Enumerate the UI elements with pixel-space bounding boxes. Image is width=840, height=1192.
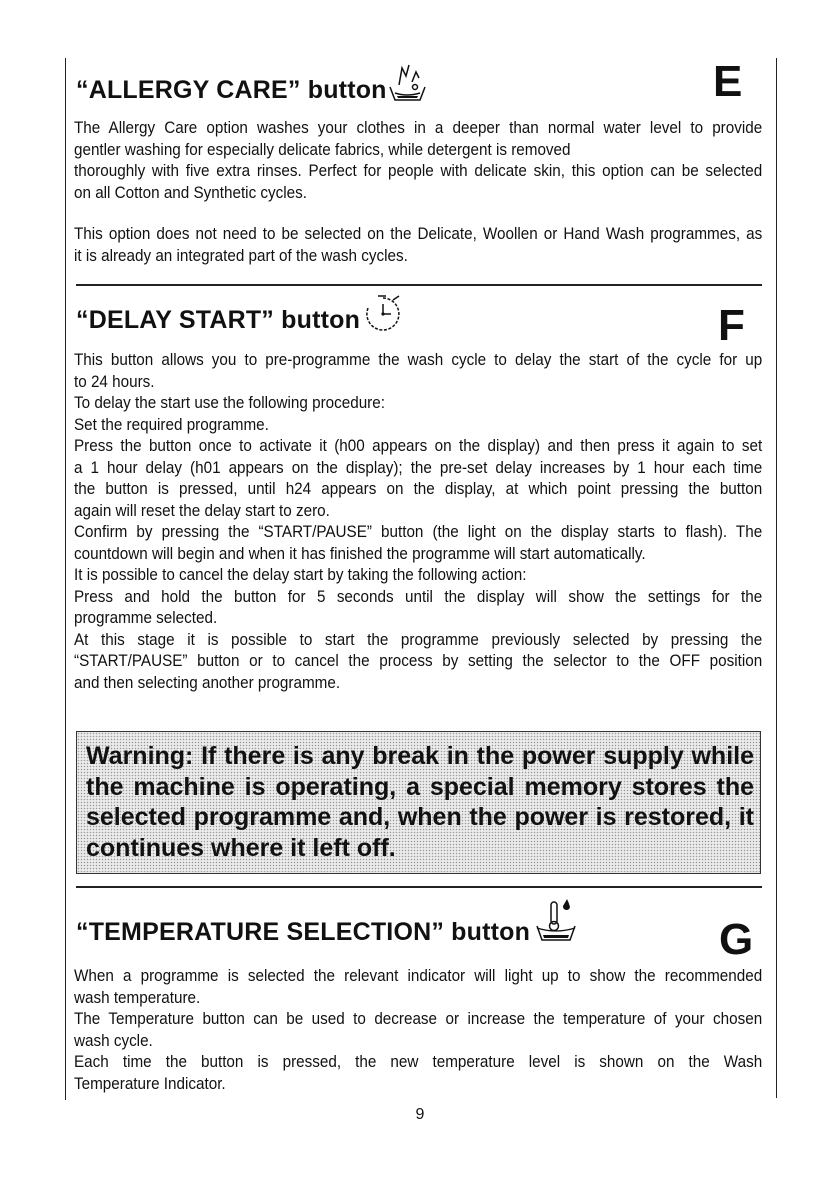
- text-line: thoroughly with five extra rinses. Perfect for people with delicate skin, this option can be selected: [74, 162, 763, 180]
- warning-line: Warning: If there is any break in the power supply while: [86, 742, 754, 770]
- delay-clock-icon: [362, 292, 404, 334]
- text-line: programme selected.: [74, 609, 218, 627]
- text-line: Press and hold the button for 5 seconds until the display will show the settings for the: [74, 587, 763, 606]
- allergy-care-basin-icon: [386, 62, 428, 104]
- section-letter-g: G: [719, 915, 754, 964]
- left-margin-rule: [65, 58, 66, 1100]
- text-line: countdown will begin and when it has finished the programme will start automatically.: [74, 544, 646, 563]
- text-line: Each time the button is pressed, the new temperature level is shown on the Wash: [74, 1053, 763, 1071]
- text-line: it is already an integrated part of the wash cycles.: [74, 246, 408, 265]
- text-line: the button is pressed, until h24 appears on the display, at which point pressing the button: [74, 480, 763, 498]
- text-line: The Allergy Care option washes your clothes in a deeper than normal water level to provide: [74, 119, 763, 137]
- text-line: a 1 hour delay (h01 appears on the display); the pre-set delay increases by 1 hour each time: [74, 458, 763, 477]
- page-number: 9: [415, 1106, 425, 1123]
- text-line: Temperature Indicator.: [74, 1074, 226, 1093]
- text-line: on all Cotton and Synthetic cycles.: [74, 183, 308, 202]
- section-divider: [76, 284, 762, 286]
- warning-line: the machine is operating, a special memory stores the: [86, 772, 754, 801]
- warning-text: [86, 741, 754, 863]
- text-line: This option does not need to be selected on the Delicate, Woollen or Hand Wash programmes, as: [74, 225, 763, 243]
- text-line: At this stage it is possible to start the programme previously selected by pressing the: [74, 630, 763, 649]
- text-line: wash cycle.: [74, 1031, 153, 1050]
- section-letter-e: E: [713, 57, 743, 106]
- text-line: wash temperature.: [74, 988, 201, 1007]
- text-line: The Temperature button can be used to decrease or increase the temperature of your chosen: [74, 1010, 763, 1028]
- warning-line: selected programme and, when the power is restored, it: [86, 803, 754, 831]
- temperature-selection-paragraph: [74, 966, 762, 1095]
- temperature-thermometer-basin-icon: [533, 898, 579, 944]
- allergy-care-paragraph-2: [74, 224, 762, 267]
- text-line: To delay the start use the following procedure:: [74, 394, 385, 412]
- text-line: Confirm by pressing the “START/PAUSE” button (the light on the display starts to flash). The: [74, 523, 763, 541]
- section-divider: [76, 886, 762, 888]
- text-line: to 24 hours.: [74, 372, 155, 391]
- right-margin-rule: [776, 58, 777, 1098]
- text-line: Set the required programme.: [74, 415, 269, 434]
- text-line: “START/PAUSE” button or to cancel the process by setting the selector to the OFF position: [74, 652, 763, 670]
- text-line: again will reset the delay start to zero.: [74, 501, 330, 520]
- text-line: Press the button once to activate it (h00 appears on the display) and then press it again to set: [74, 437, 763, 455]
- text-line: This button allows you to pre-programme the wash cycle to delay the start of the cycle for up: [74, 351, 763, 369]
- section-letter-f: F: [718, 301, 745, 350]
- delay-start-paragraph: [74, 350, 762, 694]
- warning-line: continues where it left off.: [86, 833, 396, 862]
- temperature-selection-title: “TEMPERATURE SELECTION” button: [76, 918, 531, 946]
- text-line: It is possible to cancel the delay start by taking the following action:: [74, 566, 527, 584]
- warning-box: [76, 731, 761, 874]
- text-line: gentler washing for especially delicate fabrics, while detergent is removed: [74, 140, 571, 159]
- allergy-care-title: “ALLERGY CARE” button: [76, 76, 387, 104]
- text-line: When a programme is selected the relevant indicator will light up to show the recommended: [74, 967, 763, 985]
- allergy-care-paragraph-1: [74, 118, 762, 204]
- delay-start-title: “DELAY START” button: [76, 306, 361, 334]
- text-line: and then selecting another programme.: [74, 673, 341, 692]
